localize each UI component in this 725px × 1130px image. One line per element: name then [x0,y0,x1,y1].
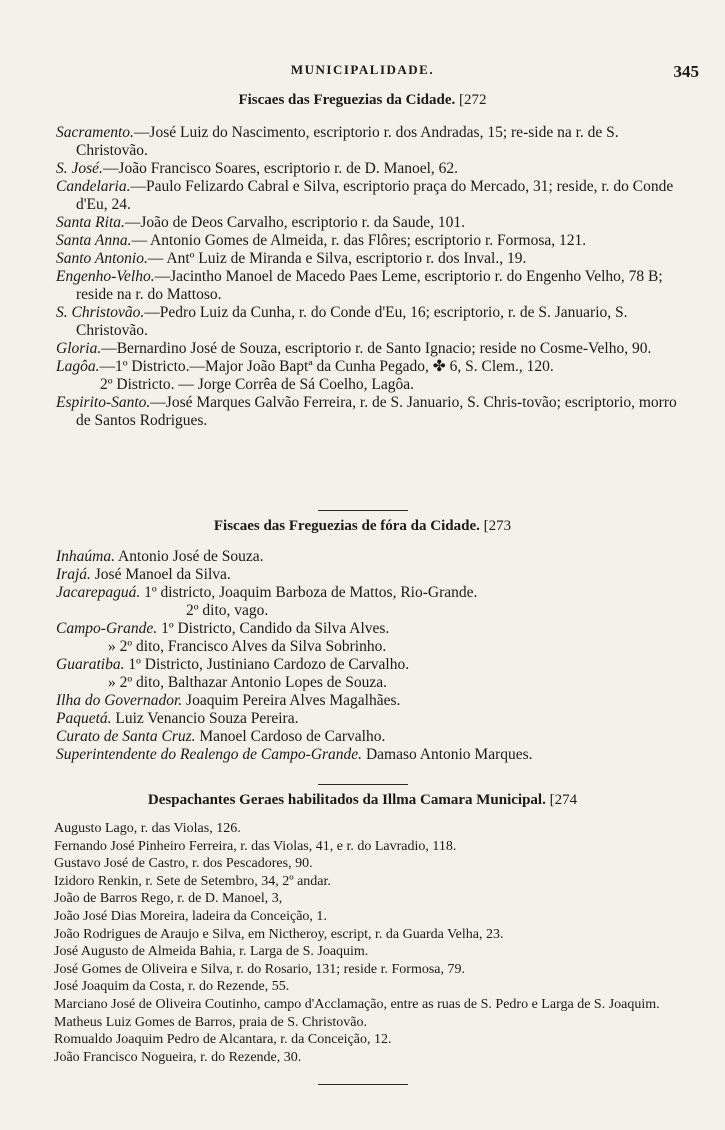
entry [56,376,681,394]
entry-text: —José Marques Galvão Ferreira, r. de S. Januario, S. Chris-tovão; escriptorio, morro de Santos Rodrigues. [76,394,677,429]
entry-text: Romualdo Joaquim Pedro de Alcantara, r. da Conceição, 12. [54,1032,392,1048]
entry-label: Inhaúma. [56,548,115,565]
section-ref: [272 [459,92,487,108]
entry [54,996,694,1014]
entry [54,908,694,926]
entry [54,820,694,838]
entry-label: Curato de Santa Cruz. [56,728,196,745]
entry [54,1031,694,1049]
entry-text: —Paulo Felizardo Cabral e Silva, escriptorio praça do Mercado, 31; reside, r. do Conde d'Eu, 24. [76,178,674,213]
entry-text: 1º districto, Joaquim Barboza de Mattos, Rio-Grande. [140,584,478,601]
section-title-text: Despachantes Geraes habilitados da Illma Camara Municipal. [147,792,546,808]
entry-label: Engenho-Velho. [56,268,155,285]
entry [54,838,694,856]
entry [56,674,681,692]
entry-label: S. José. [56,160,103,177]
entry [54,926,694,944]
section-ref: [274 [549,792,578,808]
entry [56,728,681,746]
section-273-entries [56,548,681,764]
entry [54,873,694,891]
entry [56,692,681,710]
entry-text: » 2º dito, Balthazar Antonio Lopes de Souza. [108,674,388,691]
entry-text: —Jacintho Manoel de Macedo Paes Leme, escriptorio r. do Engenho Velho, 78 B; reside na r. do Mattoso. [76,268,663,303]
entry-text: Izidoro Renkin, r. Sete de Setembro, 34, 2º andar. [54,873,331,889]
entry [56,638,681,656]
entry-label: Campo-Grande. [56,620,158,637]
entry-text: —José Luiz do Nascimento, escriptorio r. dos Andradas, 15; re-side na r. de S. Christovão. [76,124,619,159]
entry-text: Gustavo José de Castro, r. dos Pescadores, 90. [54,856,313,872]
entry [54,890,694,908]
entry [56,358,681,376]
entry-label: Santo Antonio. [56,250,148,267]
entry-text: 2º dito, vago. [186,602,269,619]
entry-text: João Francisco Nogueira, r. do Rezende, 30. [54,1049,302,1065]
section-title-text: Fiscaes das Freguezias de fóra da Cidade. [213,518,480,534]
entry-label: Santa Anna. [56,232,132,249]
entry [56,602,681,620]
entry-text: —João Francisco Soares, escriptorio r. de D. Manoel, 62. [102,160,459,177]
entry [56,340,681,358]
entry-text: Marciano José de Oliveira Coutinho, campo d'Acclamação, entre as ruas de S. Pedro e Larga de S. Joaquim. [54,996,660,1012]
entry-label: Sacramento. [56,124,134,141]
entry [56,710,681,728]
entry [56,620,681,638]
entry-text: João de Barros Rego, r. de D. Manoel, 3, [54,891,283,907]
entry [56,394,681,430]
entry-label: Espirito-Santo. [56,394,151,411]
entry-text: — Antonio Gomes de Almeida, r. das Flôres; escriptorio r. Formosa, 121. [131,232,587,249]
section-divider [318,784,408,785]
entry-text: 1º Districto, Candido da Silva Alves. [157,620,390,637]
entry-text: 1º Districto, Justiniano Cardozo de Carvalho. [124,656,410,673]
entry-label: Ilha do Governador. [56,692,183,709]
entry-label: Santa Rita. [56,214,125,231]
entry-text: João Rodrigues de Araujo e Silva, em Nictheroy, escript, r. da Guarda Velha, 23. [54,926,504,942]
entry [56,124,681,160]
entry-text: José Joaquim da Costa, r. do Rezende, 55. [54,979,290,995]
entry-label: Paquetá. [56,710,112,727]
entry-text: —João de Deos Carvalho, escriptorio r. da Saude, 101. [124,214,465,231]
entry-text: João José Dias Moreira, ladeira da Conceição, 1. [54,908,327,924]
section-ref: [273 [483,518,512,534]
entry-text: Augusto Lago, r. das Violas, 126. [54,821,241,836]
entry [56,178,681,214]
entry-text: Damaso Antonio Marques. [362,746,533,763]
entry-label: Lagôa. [56,358,100,375]
entry-text: Luiz Venancio Souza Pereira. [111,710,299,727]
entry [54,855,694,873]
section-title-text: Fiscaes das Freguezias da Cidade. [238,92,456,108]
entry [56,250,681,268]
entry-text: José Gomes de Oliveira e Silva, r. do Rosario, 131; reside r. Formosa, 79. [54,961,465,977]
entry-label: Gloria. [56,340,102,357]
entry-text: José Augusto de Almeida Bahia, r. Larga de S. Joaquim. [54,944,369,960]
entry-text: —Bernardino José de Souza, escriptorio r. de Santo Ignacio; reside no Cosme-Velho, 90. [101,340,652,357]
section-title-272 [0,92,725,109]
entry-label: Guaratiba. [56,656,125,673]
entry-text: 2º Districto. — Jorge Corrêa de Sá Coelho, Lagôa. [100,376,415,393]
section-divider [318,1084,408,1085]
entry-text: Fernando José Pinheiro Ferreira, r. das Violas, 41, e r. do Lavradio, 118. [54,838,457,854]
entry-label: Candelaria. [56,178,131,195]
entry [56,268,681,304]
entry-text: Matheus Luiz Gomes de Barros, praia de S. Christovão. [54,1014,367,1030]
entry [54,961,694,979]
entry [56,656,681,674]
section-274-entries [54,820,694,1066]
entry [56,214,681,232]
section-title-274 [0,792,725,809]
entry [56,232,681,250]
entry-text: José Manoel da Silva. [90,566,231,583]
entry-text: — Antº Luiz de Miranda e Silva, escriptorio r. dos Inval., 19. [147,250,527,267]
entry-label: Irajá. [56,566,91,583]
entry [56,160,681,178]
entry-label: Superintendente do Realengo de Campo-Grande. [56,746,363,763]
entry-text: —1º Districto.—Major João Baptª da Cunha Pegado, ✤ 6, S. Clem., 120. [99,358,554,375]
entry-text: Antonio José de Souza. [114,548,264,565]
entry [56,548,681,566]
section-title-273 [0,518,725,535]
entry [56,584,681,602]
entry [54,1014,694,1032]
entry-text: Joaquim Pereira Alves Magalhães. [182,692,401,709]
entry [56,746,681,764]
entry [54,1049,694,1067]
entry-label: Jacarepaguá. [56,584,141,601]
running-head: MUNICIPALIDADE. [290,62,435,77]
entry-label: S. Christovão. [56,304,145,321]
section-divider [318,510,408,511]
entry-text: —Pedro Luiz da Cunha, r. do Conde d'Eu, 16; escriptorio, r. de S. Januario, S. Christovão. [76,304,628,339]
section-272-entries [56,124,681,430]
entry-text: Manoel Cardoso de Carvalho. [195,728,386,745]
entry [54,978,694,996]
entry [56,304,681,340]
entry [56,566,681,584]
page-number: 345 [673,62,699,81]
entry-text: » 2º dito, Francisco Alves da Silva Sobrinho. [108,638,387,655]
entry [54,943,694,961]
